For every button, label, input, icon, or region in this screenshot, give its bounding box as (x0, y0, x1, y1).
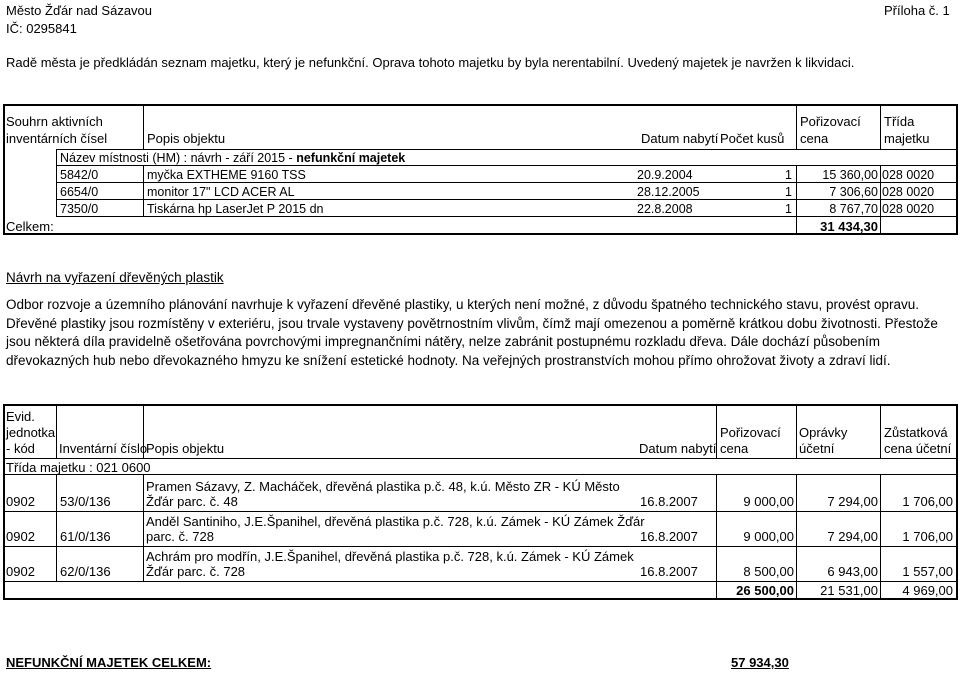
col-pocet-header: Počet kusů (720, 131, 785, 146)
row-popis: Tiskárna hp LaserJet P 2015 dn (147, 202, 324, 216)
justification-paragraph: Odbor rozvoje a územního plánování navrhuje k vyřazení dřevěné plastiky, u kterých není možné, z důvodu špatného technického stavu, provést opravu. Dřevěné plastiky jsou rozmístěny v exteriéru, jsou trvale vystaveny povětrnostním vlivům, čímž mají omezenou a poměrně krátkou dobu životnosti. Přestože jsou některá díla pravidelně ošetřována povrchovými impregnančními nátěry, nelze zabránit postupnému rozkladu dřeva. Dále dochází působením dřevokazných hub nebo dřevokazného hmyzu ke snížení estetické hodnoty. Na veřejných prostranstvích mohou přímo ohrožovat životy a zdraví lidí. (6, 297, 938, 368)
col-opravky-header-2: účetní (799, 441, 835, 456)
row-inv: 53/0/136 (60, 494, 111, 509)
row-datum: 16.8.2007 (640, 494, 698, 509)
section-title: Návrh na vyřazení dřevěných plastik (6, 270, 224, 285)
intro-text: Radě města je předkládán seznam majetku, který je nefunkční. Oprava tohoto majetku by byla nerentabilní. Uvedený majetek je navržen k likvidaci. (6, 55, 855, 70)
grand-total-label: NEFUNKČNÍ MAJETEK CELKEM: (6, 655, 212, 670)
row-cena: 9 000,00 (743, 494, 794, 509)
row-popis-line1: Anděl Santiniho, J.E.Španihel, dřevěná plastika p.č. 728, k.ú. Zámek - KÚ Zámek Žďár (146, 514, 645, 529)
col-evid-header-2: jednotka (6, 425, 56, 440)
row-pocet: 1 (785, 202, 792, 216)
row-kod: 0902 (6, 494, 35, 509)
row-inv: 62/0/136 (60, 564, 111, 579)
row-pocet: 1 (785, 168, 792, 182)
grand-total-value: 57 934,30 (731, 655, 789, 670)
row-popis: monitor 17" LCD ACER AL (147, 185, 295, 199)
row-popis-line2: Žďár parc. č. 48 (146, 494, 238, 509)
row-trida: 028 0020 (882, 168, 935, 182)
col-popis-header: Popis objektu (146, 441, 225, 456)
row-cena: 7 306,60 (829, 185, 878, 199)
total-label: Celkem: (6, 219, 54, 234)
row-zust: 1 706,00 (902, 494, 953, 509)
col-evid-header-3: - kód (6, 441, 35, 456)
row-inv: 61/0/136 (60, 529, 111, 544)
col-evid-header-1: Evid. (6, 409, 35, 424)
total-value: 31 434,30 (820, 219, 878, 234)
col-zust-header-1: Zůstatková (884, 425, 948, 440)
col-zust-header-2: cena účetní (884, 441, 952, 456)
row-datum: 16.8.2007 (640, 564, 698, 579)
org-ico: IČ: 0295841 (6, 21, 77, 36)
row-datum: 16.8.2007 (640, 529, 698, 544)
col-cena-header-1: Pořizovací (800, 114, 861, 129)
row-popis-line2: parc. č. 728 (146, 529, 214, 544)
row-popis: myčka EXTHEME 9160 TSS (147, 168, 306, 182)
col-inv-header-2: inventárních čísel (6, 131, 108, 146)
row-datum: 28.12.2005 (637, 185, 700, 199)
col-trida-header-2: majetku (884, 131, 930, 146)
col-cena-header-2: cena (800, 131, 829, 146)
row-opravky: 7 294,00 (827, 494, 878, 509)
row-cena: 8 767,70 (829, 202, 878, 216)
total-cena: 26 500,00 (736, 583, 794, 598)
row-popis-line1: Pramen Sázavy, Z. Macháček, dřevěná plastika p.č. 48, k.ú. Město ZR - KÚ Město (146, 479, 620, 494)
row-cena: 8 500,00 (743, 564, 794, 579)
col-datum-header: Datum nabytí (639, 441, 717, 456)
col-opravky-header-1: Oprávky (799, 425, 848, 440)
asset-class-label: Třída majetku : 021 0600 (6, 460, 151, 475)
col-popis-header: Popis objektu (147, 131, 226, 146)
col-cena-header-2: cena (720, 441, 749, 456)
col-inv-header-1: Souhrn aktivních (6, 114, 103, 129)
row-zust: 1 557,00 (902, 564, 953, 579)
row-opravky: 7 294,00 (827, 529, 878, 544)
row-trida: 028 0020 (882, 185, 935, 199)
row-datum: 22.8.2008 (637, 202, 693, 216)
attachment-label: Příloha č. 1 (884, 3, 950, 18)
col-datum-header: Datum nabytí (641, 131, 719, 146)
col-trida-header-1: Třída (884, 114, 915, 129)
row-pocet: 1 (785, 185, 792, 199)
row-popis-line2: Žďár parc. č. 728 (146, 564, 246, 579)
row-zust: 1 706,00 (902, 529, 953, 544)
total-zust: 4 969,00 (902, 583, 953, 598)
row-popis-line1: Achrám pro modřín, J.E.Španihel, dřevěná plastika p.č. 728, k.ú. Zámek - KÚ Zámek (146, 549, 634, 564)
row-opravky: 6 943,00 (827, 564, 878, 579)
row-inv: 7350/0 (60, 202, 99, 216)
row-kod: 0902 (6, 529, 35, 544)
row-inv: 6654/0 (60, 185, 99, 199)
row-kod: 0902 (6, 564, 35, 579)
col-inv-header: Inventární číslo (59, 441, 148, 456)
row-trida: 028 0020 (882, 202, 935, 216)
col-cena-header-1: Pořizovací (720, 425, 781, 440)
room-label: Název místnosti (HM) : návrh - září 2015 - nefunkční majetek (60, 151, 406, 165)
total-opravky: 21 531,00 (820, 583, 878, 598)
row-datum: 20.9.2004 (637, 168, 693, 182)
row-cena: 15 360,00 (822, 168, 878, 182)
row-inv: 5842/0 (60, 168, 99, 182)
row-cena: 9 000,00 (743, 529, 794, 544)
org-name: Město Žďár nad Sázavou (6, 3, 153, 18)
